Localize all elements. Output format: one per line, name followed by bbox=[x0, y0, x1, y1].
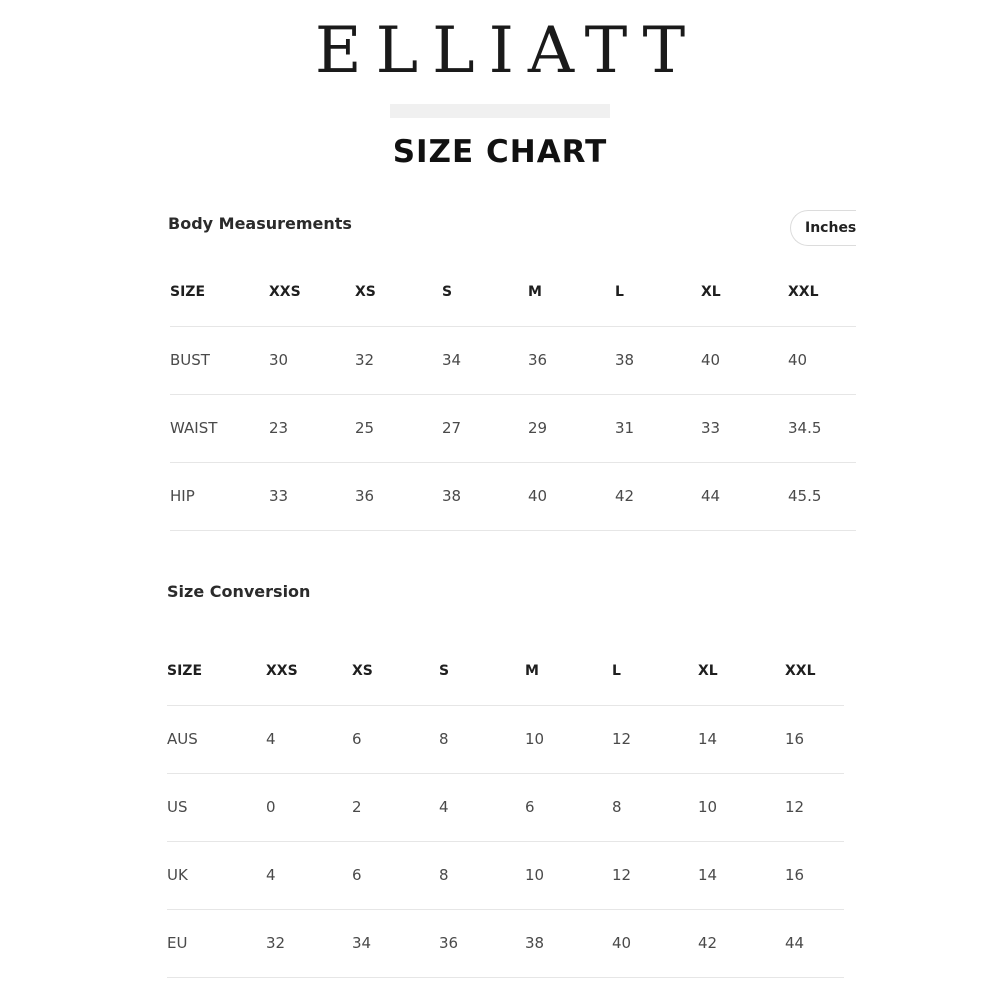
logo-underline-divider bbox=[390, 104, 610, 118]
table-header-row bbox=[170, 258, 856, 326]
size-conversion-table bbox=[167, 637, 844, 978]
table-cell: 34 bbox=[352, 934, 372, 952]
column-header: XL bbox=[701, 283, 721, 300]
table-cell: 44 bbox=[701, 487, 721, 505]
column-header: XS bbox=[355, 283, 376, 300]
table-cell: 32 bbox=[266, 934, 286, 952]
column-header: XXL bbox=[785, 662, 816, 679]
table-cell: 31 bbox=[615, 419, 635, 437]
table-cell: 30 bbox=[269, 351, 289, 369]
column-header: L bbox=[615, 283, 624, 300]
row-label: US bbox=[167, 798, 188, 816]
row-label: AUS bbox=[167, 730, 198, 748]
table-row bbox=[167, 705, 844, 773]
table-cell: 36 bbox=[528, 351, 548, 369]
row-label: BUST bbox=[170, 351, 210, 369]
table-cell: 4 bbox=[266, 730, 276, 748]
table-cell: 4 bbox=[439, 798, 449, 816]
column-header: XS bbox=[352, 662, 373, 679]
toggle-overflow-mask bbox=[856, 200, 896, 260]
table-row bbox=[170, 394, 856, 462]
table-cell: 38 bbox=[525, 934, 545, 952]
table-cell: 14 bbox=[698, 866, 718, 884]
row-label: WAIST bbox=[170, 419, 218, 437]
table-cell: 16 bbox=[785, 730, 805, 748]
column-header: SIZE bbox=[170, 283, 206, 300]
table-cell: 40 bbox=[612, 934, 632, 952]
brand-logo: ELLIATT bbox=[314, 14, 700, 88]
table-cell: 34.5 bbox=[788, 419, 822, 437]
table-cell: 8 bbox=[439, 866, 449, 884]
table-cell: 6 bbox=[352, 730, 362, 748]
body-measurements-table bbox=[170, 258, 856, 531]
row-label: EU bbox=[167, 934, 188, 952]
table-cell: 36 bbox=[439, 934, 459, 952]
table-cell: 34 bbox=[442, 351, 462, 369]
column-header: XXL bbox=[788, 283, 819, 300]
table-header-row bbox=[167, 637, 844, 705]
table-cell: 40 bbox=[788, 351, 808, 369]
table-cell: 38 bbox=[442, 487, 462, 505]
row-label: HIP bbox=[170, 487, 195, 505]
table-row bbox=[167, 909, 844, 977]
column-header: S bbox=[442, 283, 453, 300]
table-cell: 14 bbox=[698, 730, 718, 748]
table-cell: 36 bbox=[355, 487, 375, 505]
unit-toggle-button[interactable]: Inches bbox=[790, 210, 870, 246]
column-header: XXS bbox=[269, 283, 301, 300]
table-row bbox=[170, 462, 856, 530]
row-label: UK bbox=[167, 866, 188, 884]
table-cell: 45.5 bbox=[788, 487, 822, 505]
column-header: M bbox=[525, 662, 539, 679]
column-header: SIZE bbox=[167, 662, 203, 679]
table-cell: 38 bbox=[615, 351, 635, 369]
table-cell: 27 bbox=[442, 419, 462, 437]
table-cell: 8 bbox=[439, 730, 449, 748]
table-cell: 32 bbox=[355, 351, 375, 369]
column-header: S bbox=[439, 662, 450, 679]
table-cell: 40 bbox=[528, 487, 548, 505]
table-row bbox=[170, 326, 856, 394]
table-cell: 23 bbox=[269, 419, 289, 437]
table-cell: 0 bbox=[266, 798, 276, 816]
column-header: XL bbox=[698, 662, 718, 679]
column-header: L bbox=[612, 662, 621, 679]
table-cell: 4 bbox=[266, 866, 276, 884]
table-cell: 6 bbox=[525, 798, 535, 816]
table-cell: 12 bbox=[612, 730, 632, 748]
table-cell: 42 bbox=[615, 487, 635, 505]
size-conversion-title: Size Conversion bbox=[167, 582, 311, 601]
table-cell: 12 bbox=[612, 866, 632, 884]
table-cell: 10 bbox=[698, 798, 718, 816]
page-title: SIZE CHART bbox=[392, 134, 608, 170]
table-row bbox=[167, 773, 844, 841]
table-cell: 33 bbox=[701, 419, 721, 437]
table-cell: 12 bbox=[785, 798, 805, 816]
body-measurements-title: Body Measurements bbox=[168, 214, 352, 233]
table-cell: 2 bbox=[352, 798, 362, 816]
table-cell: 25 bbox=[355, 419, 375, 437]
table-cell: 6 bbox=[352, 866, 362, 884]
table-cell: 10 bbox=[525, 730, 545, 748]
table-cell: 44 bbox=[785, 934, 805, 952]
table-cell: 10 bbox=[525, 866, 545, 884]
table-cell: 29 bbox=[528, 419, 548, 437]
table-cell: 8 bbox=[612, 798, 622, 816]
table-cell: 40 bbox=[701, 351, 721, 369]
column-header: M bbox=[528, 283, 542, 300]
table-cell: 42 bbox=[698, 934, 718, 952]
table-cell: 33 bbox=[269, 487, 289, 505]
table-cell: 16 bbox=[785, 866, 805, 884]
table-row bbox=[167, 841, 844, 909]
column-header: XXS bbox=[266, 662, 298, 679]
